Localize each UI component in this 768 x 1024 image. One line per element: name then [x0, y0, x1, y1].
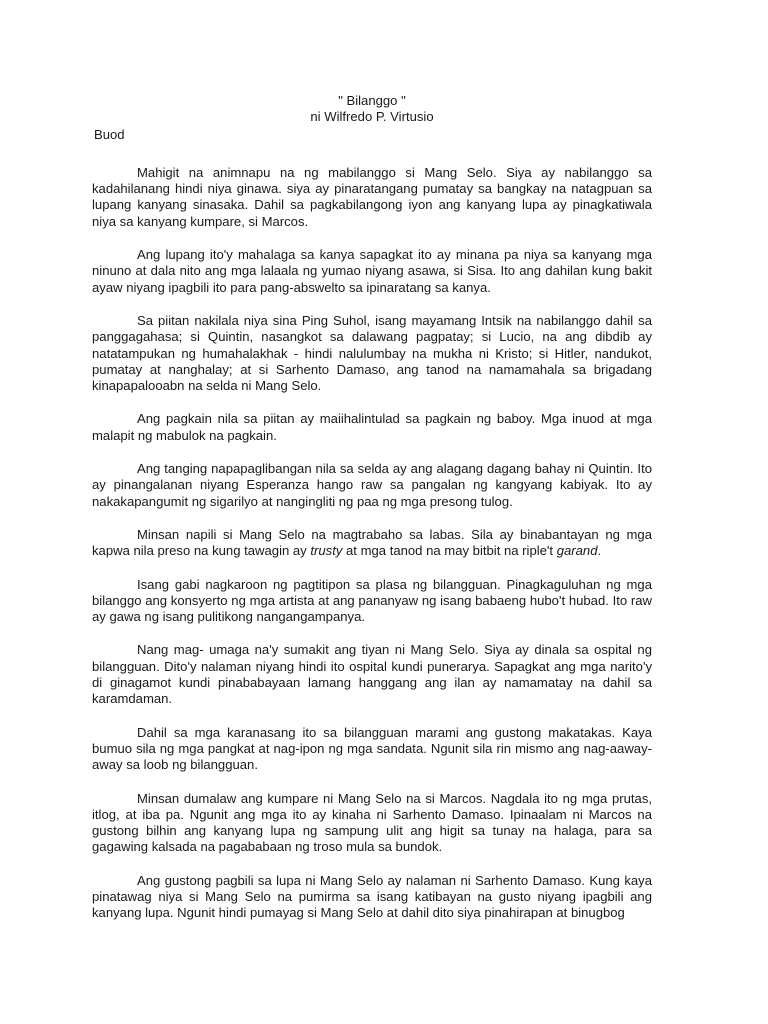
- paragraph: Sa piitan nakilala niya sina Ping Suhol, isang mayamang Intsik na nabilanggo dahil sa panggagahasa; si Quintin, nasangkot sa dalawang pagpatay; si Lucio, na ang dibdib ay natatampukan ng humahalakhak - hindi nalulumbay na mukha ni Kristo; si Hitler, nandukot, pumatay at nanghalay; at si Sarhento Damaso, ang tanod na namamahala sa brigadang kinapapalooabn na selda ni Mang Selo.: [92, 312, 652, 394]
- paragraph: Ang gustong pagbili sa lupa ni Mang Selo ay nalaman ni Sarhento Damaso. Kung kaya pinatawag niya si Mang Selo na pumirma sa isang katibayan na gusto niyang ipagbili ang kanyang lupa. Ngunit hindi pumayag si Mang Selo at dahil dito siya pinahirapan at binugbog: [92, 872, 652, 921]
- title-block: [92, 93, 652, 126]
- section-label: Buod: [94, 126, 125, 142]
- paragraph: Nang mag- umaga na'y sumakit ang tiyan ni Mang Selo. Siya ay dinala sa ospital ng bilangguan. Dito'y nalaman niyang hindi ito ospital kundi punerarya. Sapagkat ang mga narito'y di ginagamot kundi pinababayaan lamang hanggang ang ilan ay namamatay na dahil sa karamdaman.: [92, 642, 652, 707]
- document-author: ni Wilfredo P. Virtusio: [310, 109, 434, 125]
- paragraph: Ang tanging napapaglibangan nila sa selda ay ang alagang dagang bahay ni Quintin. Ito ay pinangalanan niyang Esperanza hango raw sa pangalan ng kangyang kabiyak. Ito ay nakakapangumit ng sigarilyo at nangingliti ng paa ng mga presong tulog.: [92, 461, 652, 509]
- document-page: [92, 93, 652, 922]
- paragraph: Isang gabi nagkaroon ng pagtitipon sa plasa ng bilangguan. Pinagkaguluhan ng mga bilanggo ang konsyerto ng mga artista at ang pananyaw ng isang babaeng hubo't hubad. Ito raw ay gawa ng isang pulitikong nangangampanya.: [92, 576, 652, 625]
- paragraph: [92, 527, 652, 560]
- document-title: " Bilanggo ": [338, 93, 406, 108]
- emphasis-text: trusty: [310, 543, 343, 559]
- paragraph: Ang lupang ito'y mahalaga sa kanya sapagkat ito ay minana pa niya sa kanyang mga ninuno at dala nito ang mga lalaala ng yumao niyang asawa, si Sisa. Ito ang dahilan kung bakit ayaw niyang ipagbili ito para pang-abswelto sa ipinaratang sa kanya.: [92, 247, 652, 295]
- paragraph: Mahigit na animnapu na ng mabilanggo si Mang Selo. Siya ay nabilanggo sa kadahilanang hindi niya ginawa. siya ay pinaratangang pumatay sa bangkay na natagpuan sa lupang kanyang sinasaka. Dahil sa pagkabilangong iyon ang kanyang lupa ay pinagkatiwala niya sa kanyang kumpare, si Marcos.: [92, 164, 652, 229]
- paragraph: Minsan dumalaw ang kumpare ni Mang Selo na si Marcos. Nagdala ito ng mga prutas, itlog, at iba pa. Ngunit ang mga ito ay kinaha ni Sarhento Damaso. Ipinaalam ni Marcos na gustong bilhin ang kanyang lupa ng sampung ulit ang higit sa tunay na halaga, para sa gagawing kalsada na pagababaan ng troso mula sa bundok.: [92, 790, 652, 855]
- paragraph-text: Minsan napili si Mang Selo na magtrabaho sa labas. Sila ay binabantayan ng mga kapwa nila preso na kung tawagin ay: [92, 526, 652, 559]
- paragraph: Dahil sa mga karanasang ito sa bilangguan marami ang gustong makatakas. Kaya bumuo sila ng mga pangkat at nag-ipon ng mga sandata. Ngunit sila rin mismo ang nag-aaway-away sa loob ng bilangguan.: [92, 724, 652, 773]
- paragraph: Ang pagkain nila sa piitan ay maiihalintulad sa pagkain ng baboy. Mga inuod at mga malapit ng mabulok na pagkain.: [92, 411, 652, 443]
- emphasis-text: garand: [556, 543, 598, 559]
- paragraph-text: .: [597, 543, 602, 559]
- paragraph-text: at mga tanod na may bitbit na riple't: [342, 543, 557, 559]
